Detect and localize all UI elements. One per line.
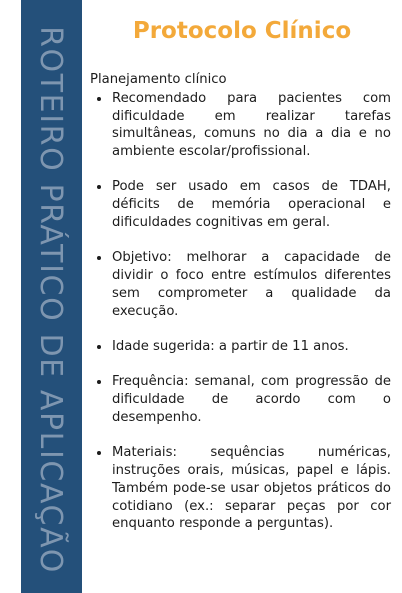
bullet-list <box>90 90 391 533</box>
subheading: Planejamento clínico <box>90 72 227 87</box>
list-item: Pode ser usado em casos de TDAH, déficits de memória operacional e dificuldades cognitivas em geral. <box>90 178 391 231</box>
list-item: Frequência: semanal, com progressão de dificuldade de acordo com o desempenho. <box>90 373 391 426</box>
list-item: Materiais: sequências numéricas, instruções orais, músicas, papel e lápis. Também pode-se usar objetos práticos do cotidiano (ex.: separar peças por cor enquanto responde a perguntas). <box>90 444 391 533</box>
list-item: Objetivo: melhorar a capacidade de dividir o foco entre estímulos diferentes sem comprometer a qualidade da execução. <box>90 249 391 320</box>
page-title: Protocolo Clínico <box>132 18 352 44</box>
list-item: Idade sugerida: a partir de 11 anos. <box>90 338 391 356</box>
list-item: Recomendado para pacientes com dificuldade em realizar tarefas simultâneas, comuns no dia a dia e no ambiente escolar/profissional. <box>90 90 391 161</box>
side-label: ROTEIRO PRÁTICO DE APLICAÇÃO <box>33 26 69 574</box>
content-block <box>90 71 391 551</box>
